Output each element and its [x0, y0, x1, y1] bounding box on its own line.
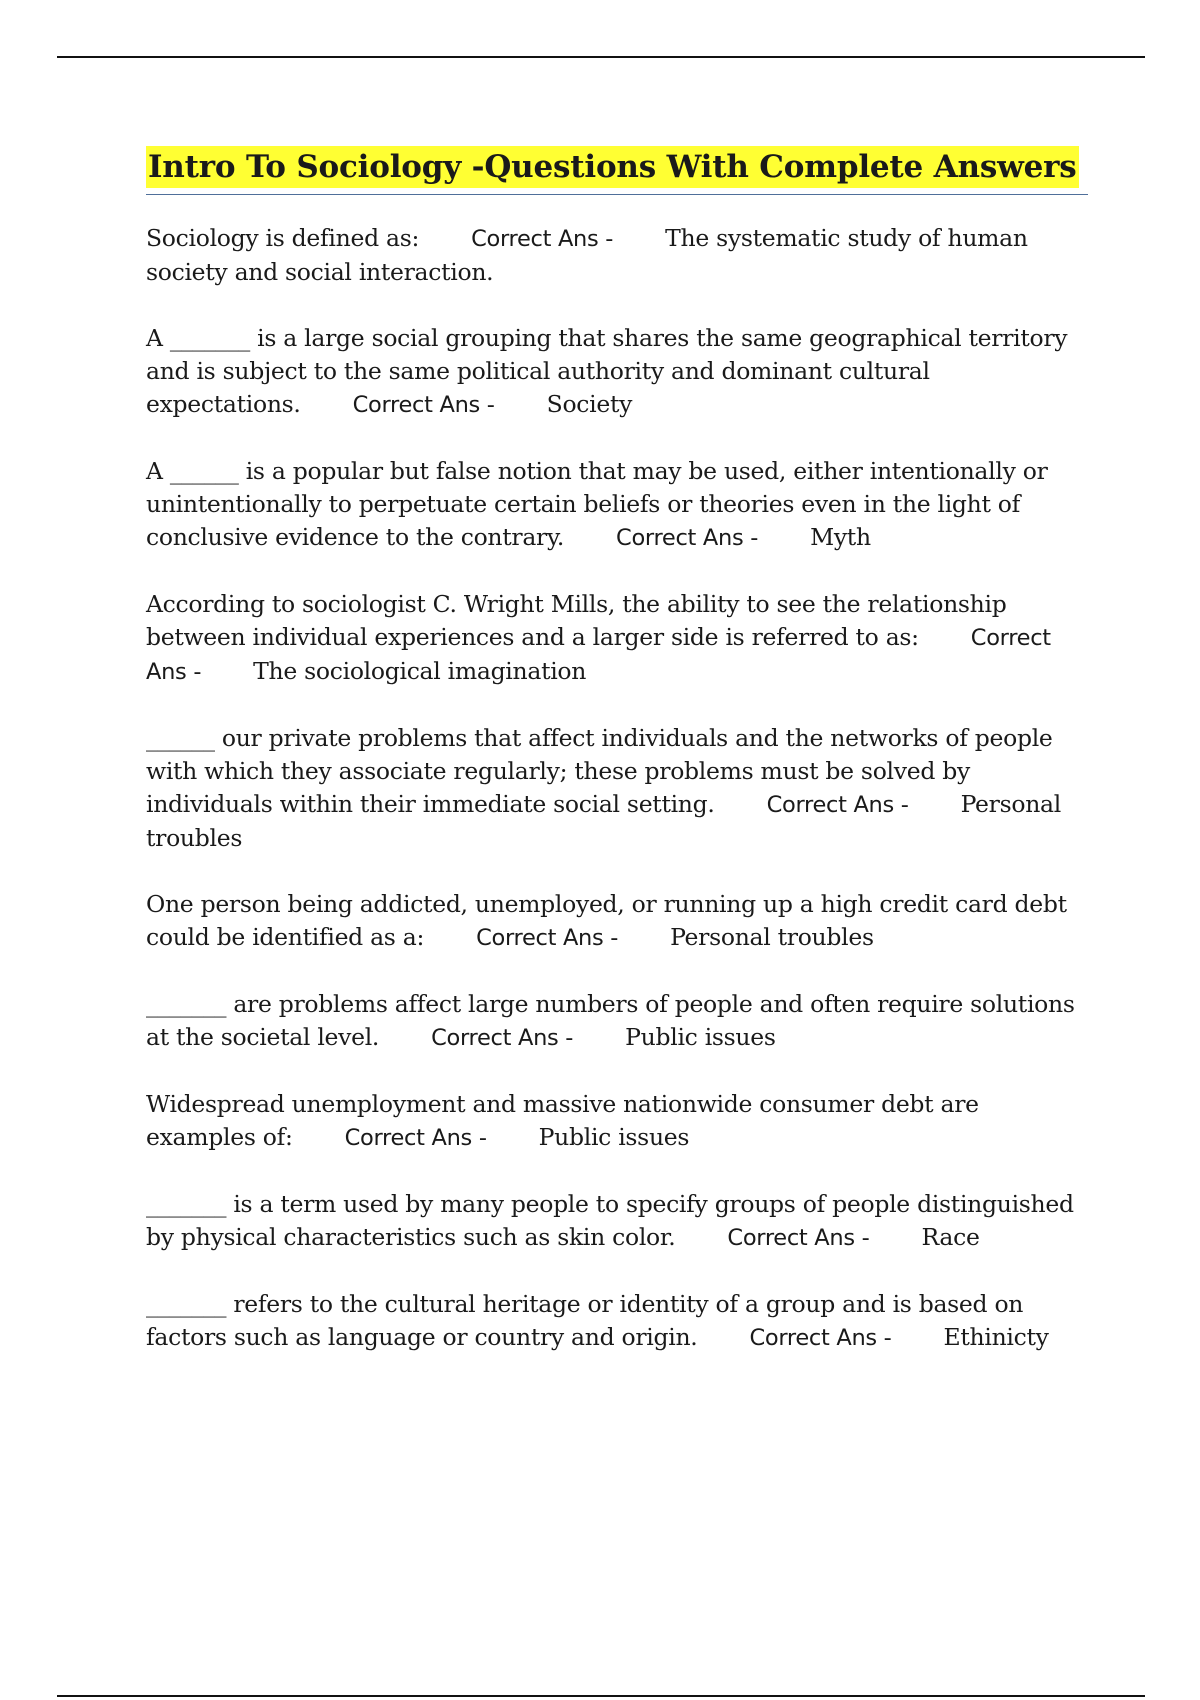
- question-text: A ______ is a popular but false notion that may be used, either intentionally or unintentionally to perpetuate certain beliefs or theories even in the light of conclusive evidence to the contrary.: [146, 457, 1048, 551]
- question-text: A _______ is a large social grouping that shares the same geographical territory and is subject to the same political authority and dominant cultural expectations.: [146, 324, 1068, 418]
- qa-item: [146, 988, 1088, 1055]
- answer-text: Public issues: [538, 1123, 690, 1151]
- question-text: _______ is a term used by many people to specify groups of people distinguished by physical characteristics such as skin color.: [146, 1190, 1074, 1251]
- answer-text: Ethinicty: [943, 1323, 1049, 1351]
- answer-text: The systematic study of human society and social interaction.: [146, 224, 1028, 286]
- answer-label: Correct Ans -: [749, 1325, 892, 1351]
- question-text: _______ are problems affect large numbers of people and often require solutions at the societal level.: [146, 990, 1075, 1051]
- question-text: _______ refers to the cultural heritage or identity of a group and is based on factors such as language or country and origin.: [146, 1290, 1024, 1351]
- qa-item: [146, 888, 1088, 955]
- answer-label: Correct Ans -: [727, 1225, 870, 1251]
- answer-text: Myth: [810, 523, 871, 551]
- answer-text: Society: [546, 390, 633, 418]
- answer-label: Correct Ans -: [344, 1125, 487, 1151]
- title-block: [146, 146, 1088, 195]
- qa-item: [146, 722, 1088, 855]
- answer-label: Correct Ans -: [476, 925, 619, 951]
- question-text: One person being addicted, unemployed, or running up a high credit card debt could be identified as a:: [146, 890, 1067, 951]
- answer-text: The sociological imagination: [253, 657, 587, 685]
- answer-text: Personal troubles: [670, 923, 874, 951]
- answer-label: Correct Ans -: [431, 1025, 574, 1051]
- question-text: Sociology is defined as:: [146, 224, 420, 252]
- question-text: ______ our private problems that affect individuals and the networks of people with which they associate regularly; these problems must be solved by individuals within their immediate social setting.: [146, 724, 1053, 818]
- answer-label: Correct Ans -: [471, 226, 614, 252]
- qa-item: [146, 1288, 1088, 1355]
- answer-label: Correct Ans -: [766, 792, 909, 818]
- question-text: According to sociologist C. Wright Mills, the ability to see the relationship between individual experiences and a larger side is referred to as:: [146, 590, 1007, 651]
- answer-label: Correct Ans -: [352, 392, 495, 418]
- page-title: Intro To Sociology -Questions With Complete Answers: [146, 146, 1079, 188]
- answer-text: Public issues: [625, 1023, 776, 1051]
- answer-text: Race: [921, 1223, 980, 1251]
- header-rule: [57, 56, 1145, 58]
- qa-item: [146, 322, 1088, 422]
- qa-item: [146, 455, 1088, 555]
- footer-rule: [57, 1695, 1145, 1697]
- document-body: [146, 146, 1088, 1388]
- answer-label: Correct Ans -: [616, 525, 759, 551]
- answer-text: Personal troubles: [146, 790, 1061, 852]
- answer-label: Correct Ans -: [146, 625, 1051, 685]
- qa-item: [146, 222, 1088, 289]
- question-text: Widespread unemployment and massive nationwide consumer debt are examples of:: [146, 1090, 979, 1151]
- qa-item: [146, 1188, 1088, 1255]
- qa-item: [146, 588, 1088, 689]
- qa-item: [146, 1088, 1088, 1155]
